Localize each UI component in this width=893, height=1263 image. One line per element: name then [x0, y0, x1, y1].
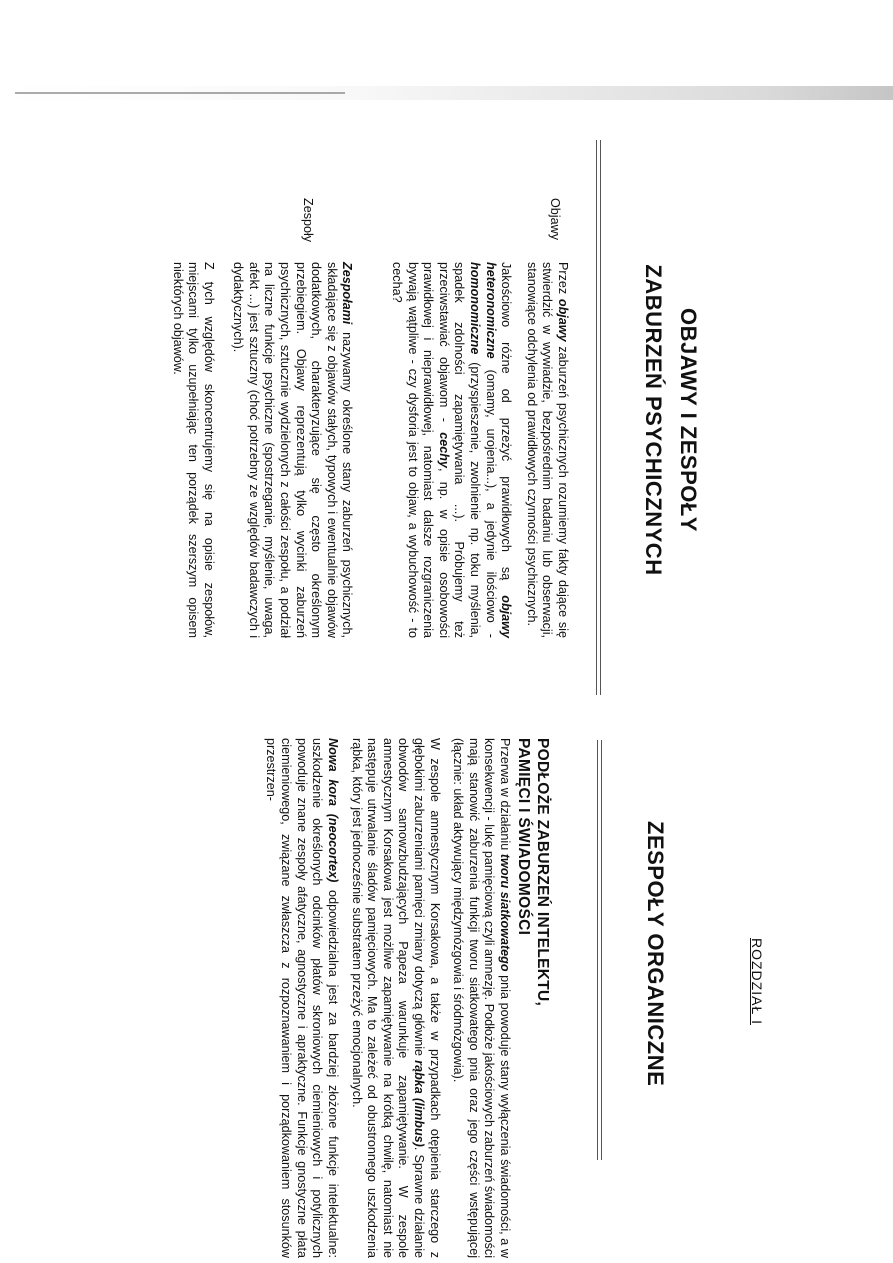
- term-heteronomiczne: objawy heteronomiczne: [483, 262, 514, 638]
- upper-body-text: [254, 738, 552, 1258]
- margin-label-objawy: Objawy: [548, 198, 562, 240]
- term-tworu-siatkowatego: tworu siatkowatego: [498, 853, 512, 972]
- term-objawy: objawy: [556, 298, 570, 342]
- subsection-heading-line2: PAMIĘCI I ŚWIADOMOŚCI: [515, 738, 532, 936]
- section-title-line2: ZABURZEŃ PSYCHICZNYCH: [641, 264, 666, 576]
- objawy-paragraph: Przez objawy zaburzeń psychicznych rozumiemy fakty dające się stwierdzić w wywiadzie, bezpośrednim badaniu lub obserwacji, stanowiące odchylenia od prawidłowych czynności psychicznych.: [524, 262, 570, 638]
- section-title-line1: OBJAWY I ZESPOŁY: [676, 308, 701, 532]
- title-rule-lower-2: [600, 140, 601, 695]
- term-rabka: rąbka (limbus): [412, 1060, 427, 1147]
- term-nowa-kora: Nowa kora (neocortex): [326, 738, 341, 883]
- focus-paragraph: Z tych względów skoncentrujemy się na opisie zespołów, miejscami tylko uzupełniając ten porządek szerszym opisem niektórych objawów.: [170, 262, 216, 638]
- margin-label-zespoly: Zespoły: [301, 198, 315, 243]
- lower-body-text: [161, 262, 570, 638]
- organic-syndromes-title: ZESPOŁY ORGANICZNE: [643, 821, 668, 1087]
- term-homonomiczne: homonomiczne: [468, 262, 483, 355]
- heteronomic-paragraph: Jakościowo różne od przeżyć prawidłowych są objawy heteronomiczne (omamy, urojenia...), a jedynie ilościowo - homonomiczne (przyspieszenie, zwolnienie np. toku myślenia, spadek zdolności zapamiętywania ...). Próbujemy też przeciwstawiać objawom - cechy, np. w opisie osobowości prawidłowej i nieprawidłowej, natomiast dalsze rozgraniczenia bywają wątpliwe - czy dysforia jest to objaw, a wybuchowość - to cecha?: [390, 262, 514, 638]
- section-title: [637, 255, 705, 585]
- reticular-paragraph: Przerwa w działaniu tworu siatkowatego pnia powoduje stany wyłączenia świadomości, a w konsekwencji - lukę pamięciową czyli amnezję. Podłoże jakościowych zaburzeń świadomości mają stanowić zaburzenia funkcji tworu siatkowatego pnia oraz jego części wstępującej (łącznie: układ aktywujący międzymózgowia i śródmózgowia).: [451, 738, 512, 1258]
- neocortex-paragraph: Nowa kora (neocortex) odpowiedzialna jest za bardziej złożone funkcje intelektualne: uszkodzenie określonych odcinków płatów skroniowych ciemieniowych i potylicznych powoduje znane zespoły afatyczne, agnostyczne i apraktyczne. Funkcje gnostyczne płata ciemieniowego, związane zwłaszcza z rozpoznawaniem i porządkowaniem stosunków przestrzen-: [263, 738, 341, 1258]
- title-rule-upper: [597, 740, 598, 1160]
- term-cechy: cechy: [436, 432, 451, 468]
- title-rule-lower: [596, 140, 597, 695]
- subsection-heading: [514, 738, 552, 1258]
- zespoly-paragraph: Zespołami nazywamy określone stany zaburzeń psychicznych, składające się z objawów stałych, typowych i ewentualnie objawów dodatkowych, charakteryzujące się często określonym przebiegiem. Objawy reprezentują tylko wycinki zaburzeń psychicznych, sztucznie wydzielonych z całości zespołu, a podział na liczne funkcje psychiczne (spostrzeganie, myślenie, uwaga, afekt ...) jest sztuczny (choć potrzebny ze względów badawczych i dydaktycznych).: [231, 262, 355, 638]
- subsection-heading-line1: PODŁOŻE ZABURZEŃ INTELEKTU,: [534, 738, 551, 1007]
- chapter-label: ROZDZIAŁ I: [749, 938, 765, 1026]
- scan-edge-line: [15, 92, 345, 94]
- title-rule-upper-2: [601, 740, 602, 1160]
- korsakow-paragraph: W zespole amnestycznym Korsakowa, a także w przypadkach otępienia starczego z głębokimi zaburzeniami pamięci zmiany dotyczą głównie rąbka (limbus). Sprawne działanie obwodów samowzbudzających Papeza warunkuje zapamiętywanie. W zespole amnestycznym Korsakowa jest możliwe zapamiętywanie na krótką chwilę, natomiast nie następuje utrwalanie śladów pamięciowych. Ma to zależeć od obustronnego uszkodzenia rąbka, który jest jednocześnie substratem przeżyć emocjonalnych.: [349, 738, 442, 1259]
- term-zespolami: Zespołami: [340, 262, 355, 325]
